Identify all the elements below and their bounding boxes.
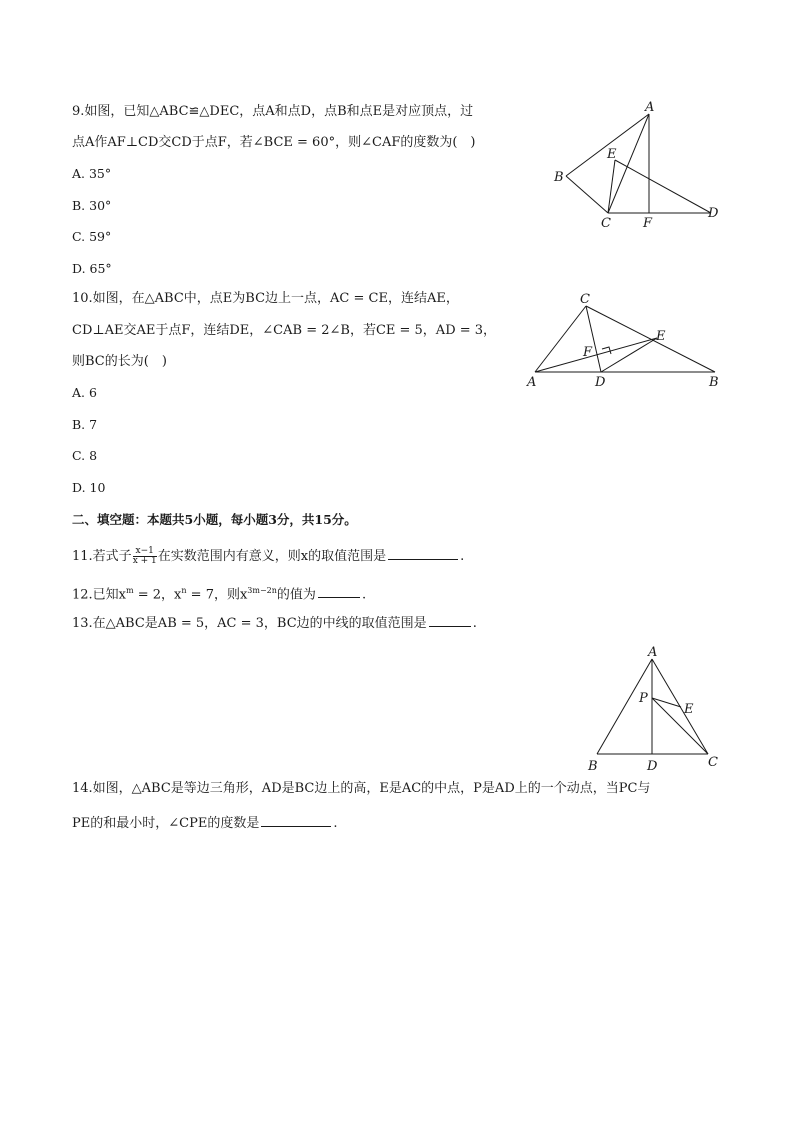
q11-suffix: 在实数范围内有意义，则x的取值范围是 xyxy=(157,549,387,564)
q9-option-d[interactable]: D. 65° xyxy=(72,261,112,276)
q10-label-c: C xyxy=(580,292,590,307)
q14-label-b: B xyxy=(588,759,598,774)
q12-mid2: = 7，则x xyxy=(186,587,248,603)
q9-option-a[interactable]: A. 35° xyxy=(72,166,112,181)
q14-figure xyxy=(580,644,720,776)
q14-line2-text: PE的和最小时，∠CPE的度数是 xyxy=(72,816,260,831)
q11-answer-blank[interactable] xyxy=(388,545,458,560)
q14-label-d: D xyxy=(647,759,658,774)
q11 xyxy=(72,545,464,566)
q10-label-e: E xyxy=(656,329,666,344)
q9-label-d: D xyxy=(708,206,719,221)
q12-mid1: = 2，x xyxy=(133,587,182,603)
q10-option-d[interactable]: D. 10 xyxy=(72,480,106,495)
q10-option-b[interactable]: B. 7 xyxy=(72,417,98,432)
q13-answer-blank[interactable] xyxy=(429,612,471,627)
section-fill-in-title: 二、填空题：本题共5小题，每小题3分，共15分。 xyxy=(72,512,357,527)
q14-label-a: A xyxy=(648,645,658,660)
q10-label-b: B xyxy=(709,375,719,390)
q14-line2 xyxy=(72,812,337,833)
q11-numerator: x−1 xyxy=(133,547,157,557)
q9-option-c[interactable]: C. 59° xyxy=(72,229,112,244)
q12-answer-blank[interactable] xyxy=(318,583,360,598)
q10-line2: CD⊥AE交AE于点F，连结DE，∠CAB = 2∠B，若CE = 5，AD = 3， xyxy=(72,323,497,338)
q14-line1: 14.如图，△ABC是等边三角形，AD是BC边上的高，E是AC的中点，P是AD上的一个动点，当PC与 xyxy=(72,781,651,796)
q10-option-c[interactable]: C. 8 xyxy=(72,448,98,463)
q12-end: . xyxy=(361,587,367,603)
q9-line1: 9.如图，已知△ABC≌△DEC，点A和点D，点B和点E是对应顶点，过 xyxy=(72,104,474,119)
q10-label-a: A xyxy=(527,375,537,390)
q11-denominator: x + 1 xyxy=(132,556,157,566)
q9-label-c: C xyxy=(601,216,611,231)
q9-label-f: F xyxy=(643,216,653,231)
q10-label-f: F xyxy=(583,345,593,360)
q11-end: . xyxy=(460,549,465,564)
q14-label-p: P xyxy=(639,691,648,706)
q11-fraction xyxy=(133,547,157,566)
q14-end: . xyxy=(333,816,338,831)
q12-sup-n: n xyxy=(181,586,187,595)
q9-label-e: E xyxy=(607,147,617,162)
q14-label-c: C xyxy=(708,755,718,770)
q12-sup-m: m xyxy=(126,586,134,595)
q10-figure xyxy=(520,290,730,390)
q10-label-d: D xyxy=(595,375,606,390)
q12-sup-exp: 3m−2n xyxy=(247,586,277,595)
q13-end: . xyxy=(472,616,477,631)
q9-figure xyxy=(545,98,735,236)
q13-text: 13.在△ABC是AB = 5，AC = 3，BC边的中线的取值范围是 xyxy=(72,616,427,631)
q9-option-b[interactable]: B. 30° xyxy=(72,198,112,213)
q10-option-a[interactable]: A. 6 xyxy=(72,385,97,400)
q11-prefix: 11.若式子 xyxy=(72,549,132,564)
q13 xyxy=(72,612,477,633)
q10-line3: 则BC的长为( ) xyxy=(72,354,167,369)
q12 xyxy=(72,582,366,604)
q9-label-a: A xyxy=(645,100,655,115)
q14-label-e: E xyxy=(684,702,694,717)
q12-prefix: 12.已知x xyxy=(72,587,127,603)
q9-label-b: B xyxy=(554,170,564,185)
q12-suffix: 的值为 xyxy=(276,587,316,603)
q14-answer-blank[interactable] xyxy=(261,812,331,827)
q9-line2: 点A作AF⊥CD交CD于点F，若∠BCE = 60°，则∠CAF的度数为( ) xyxy=(72,135,476,150)
q10-line1: 10.如图，在△ABC中，点E为BC边上一点，AC = CE，连结AE， xyxy=(72,291,459,306)
